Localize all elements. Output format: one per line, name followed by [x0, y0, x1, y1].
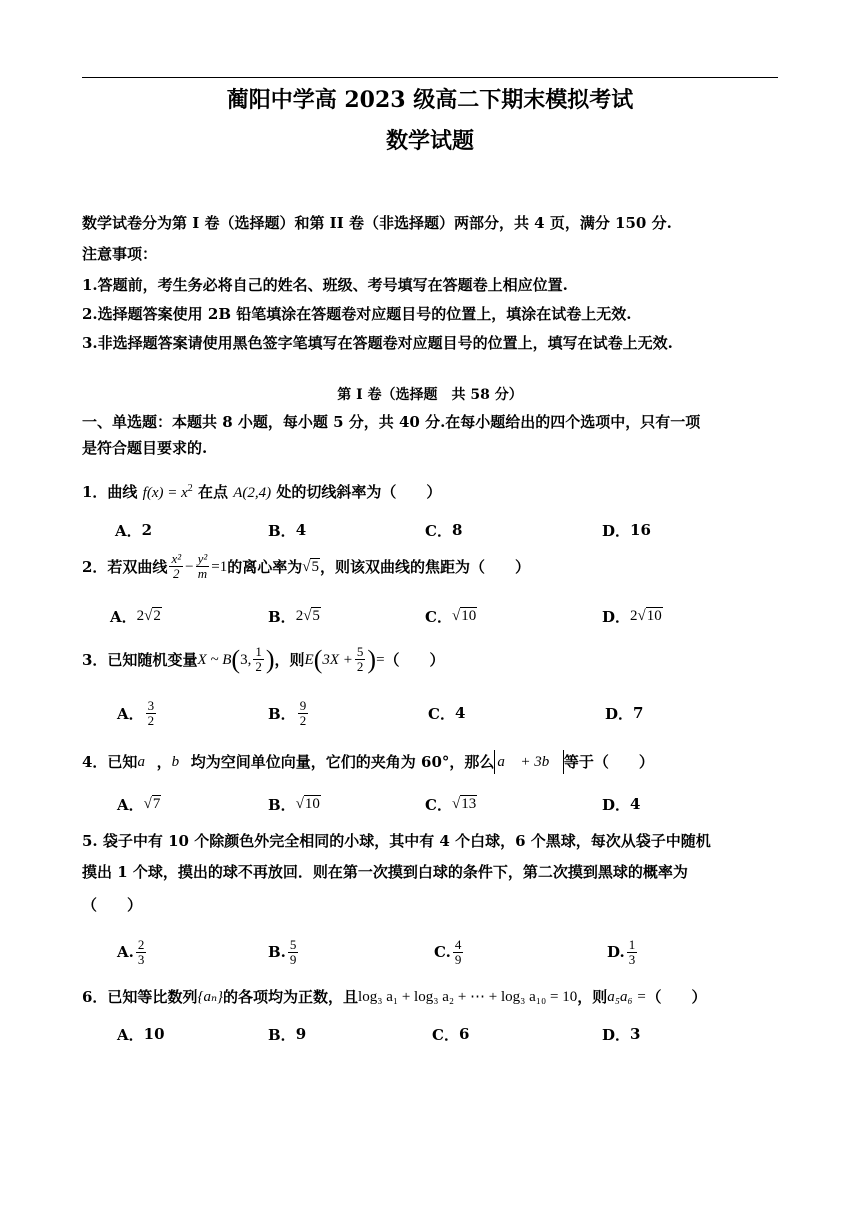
- q2-options: [82, 596, 782, 636]
- q2-option-b: [268, 596, 321, 636]
- option-label: C．: [425, 607, 452, 626]
- radicand: 2: [153, 607, 161, 624]
- option-value: [136, 938, 147, 967]
- question-3: [82, 645, 445, 674]
- denominator: 3: [137, 951, 145, 967]
- question-5-line-3: （ ）: [82, 896, 143, 914]
- exam-title: 蔺阳中学高 2023 级高二下期末模拟考试: [226, 87, 634, 113]
- q6-option-d: [602, 1014, 640, 1054]
- option-label: A．: [117, 704, 144, 723]
- paren-open: (: [313, 644, 323, 674]
- q2-mid: 的离心率为: [227, 557, 303, 576]
- coefficient: 2: [295, 607, 304, 624]
- q1-option-d: [602, 510, 651, 550]
- q4-option-d: [602, 784, 640, 824]
- q3-option-b: [268, 693, 310, 733]
- radicand: 10: [646, 607, 662, 624]
- radicand: 13: [461, 795, 477, 812]
- q1-mid: 在点: [198, 483, 229, 501]
- q2-prefix: 2．若双曲线: [82, 557, 168, 576]
- option-value: 6: [458, 1025, 470, 1043]
- q2-option-c: [425, 596, 477, 636]
- option-label: A.: [117, 943, 134, 961]
- option-value: 2: [141, 521, 153, 539]
- question-5-line-2: 摸出 1 个球，摸出的球不再放回．则在第一次摸到白球的条件下，第二次摸到黑球的概率为: [82, 863, 688, 881]
- option-value: √10: [295, 795, 320, 812]
- option-value: √7: [143, 795, 161, 812]
- numerator: 5: [356, 644, 364, 659]
- q1-suffix: 处的切线斜率为（ ）: [276, 483, 442, 501]
- q4-options: [82, 784, 782, 824]
- q2-suffix: ，则该双曲线的焦距为（ ）: [319, 557, 530, 576]
- q6-sequence: {aₙ}: [197, 989, 224, 1005]
- q2-sqrt: √5: [302, 558, 319, 575]
- denominator: 2: [255, 659, 262, 674]
- question-2: [82, 552, 530, 581]
- q1-option-a: [115, 510, 152, 550]
- option-label: D．: [602, 1025, 631, 1044]
- option-label: B．: [268, 607, 296, 626]
- q3-expression: 3X +: [322, 651, 353, 668]
- radicand: 5: [311, 558, 319, 575]
- option-label: A．: [110, 607, 137, 626]
- paren-close: ): [367, 644, 377, 674]
- radicand: 10: [461, 607, 477, 624]
- denominator: 2: [147, 712, 155, 728]
- option-value: 4: [630, 795, 641, 813]
- q5-option-b: [268, 932, 300, 972]
- q5-option-a: [117, 932, 148, 972]
- option-label: C．: [428, 704, 455, 723]
- option-value: [288, 938, 299, 967]
- denominator: m: [197, 566, 208, 581]
- q2-fraction-x: [169, 552, 183, 581]
- intro-line-2: 注意事项：: [82, 245, 158, 263]
- q2-option-d: [602, 596, 663, 636]
- radicand: 10: [304, 795, 320, 812]
- q2-minus: −: [185, 558, 194, 575]
- radicand: 7: [152, 795, 161, 812]
- exam-subtitle: 数学试题: [385, 128, 474, 154]
- option-value: 2√10: [630, 607, 662, 624]
- q3-expression-fraction: [355, 645, 366, 674]
- q1-function: f(x) = x: [142, 485, 188, 501]
- option-value: [146, 699, 157, 728]
- option-label: D.: [607, 943, 625, 961]
- q2-fraction-y: [196, 552, 210, 581]
- numerator: 5: [289, 936, 297, 952]
- option-value: 9: [295, 1025, 307, 1043]
- q1-point: A(2,4): [233, 485, 272, 501]
- q4-option-c: [425, 784, 477, 824]
- q3-dist-n: 3,: [240, 651, 252, 668]
- q3-option-c: [428, 693, 465, 733]
- option-label: B．: [268, 795, 296, 814]
- option-label: C．: [432, 1025, 459, 1044]
- question-5-line-1: 5. 袋子中有 10 个除颜色外完全相同的小球，其中有 4 个白球，6 个黑球，每次从袋子中随机: [82, 832, 711, 850]
- part-heading-line-2: 是符合题目要求的.: [82, 439, 208, 457]
- q3-distribution: X ~ B: [197, 651, 232, 668]
- option-value: 2√5: [295, 607, 320, 624]
- denominator: 9: [289, 951, 297, 967]
- q4-mid: 均为空间单位向量，它们的夹角为 60°，那么: [190, 753, 495, 771]
- option-value: [627, 938, 638, 967]
- q3-option-d: [605, 693, 643, 733]
- q3-options: [82, 693, 782, 733]
- option-label: A．: [117, 795, 144, 814]
- denominator: 2: [356, 659, 364, 674]
- intro-line-1: 数学试卷分为第 I 卷（选择题）和第 II 卷（非选择题）两部分，共 4 页，满分 150 分.: [82, 214, 672, 232]
- option-label: D．: [605, 704, 634, 723]
- q4-vector-a: a⃗: [137, 754, 157, 770]
- q4-suffix: 等于（ ）: [563, 753, 654, 771]
- intro-line-3: 1.答题前，考生务必将自己的姓名、班级、考号填写在答题卷上相应位置.: [82, 276, 568, 294]
- intro-line-4: 2.选择题答案使用 2B 铅笔填涂在答题卷对应题目号的位置上，填涂在试卷上无效.: [82, 305, 632, 323]
- q6-suffix: （ ）: [646, 988, 707, 1006]
- q5-options: [82, 932, 782, 972]
- q4-option-a: [117, 784, 161, 824]
- option-label: B．: [268, 521, 296, 540]
- option-label: D．: [602, 607, 631, 626]
- option-value: [453, 938, 464, 967]
- q6-log-expression: log₃ a₁ + log₃ a₂ + ⋯ + log₃ a₁₀ = 10: [358, 989, 578, 1005]
- option-label: C.: [434, 943, 451, 961]
- numerator: 9: [299, 697, 307, 713]
- numerator: 1: [628, 936, 636, 952]
- option-label: C．: [425, 795, 452, 814]
- radicand: 5: [312, 607, 320, 624]
- denominator: 3: [628, 951, 636, 967]
- option-value: 7: [633, 704, 644, 722]
- q4-vector-b: b⃗: [171, 754, 191, 770]
- q3-prefix: 3．已知随机变量: [82, 650, 198, 669]
- q3-mid: ，则: [274, 650, 305, 669]
- option-label: A．: [115, 521, 142, 540]
- option-value: 4: [295, 521, 307, 539]
- option-value: √10: [451, 607, 477, 624]
- option-label: B．: [268, 704, 296, 723]
- q4-option-b: [268, 784, 321, 824]
- q1-option-c: [425, 510, 462, 550]
- option-value: 4: [454, 704, 466, 722]
- q3-equals: =: [376, 651, 385, 668]
- q6-mid2: ，则: [577, 988, 608, 1006]
- q6-options: [82, 1014, 782, 1054]
- coefficient: 2: [630, 607, 638, 624]
- option-value: √13: [451, 795, 477, 812]
- q3-suffix: （ ）: [384, 650, 445, 669]
- question-1: [82, 477, 441, 505]
- option-label: B．: [268, 1025, 296, 1044]
- option-value: 10: [143, 1025, 165, 1043]
- q4-comma: ，: [156, 753, 172, 771]
- q3-option-a: [117, 693, 158, 733]
- q6-prefix: 6．已知等比数列: [82, 988, 198, 1006]
- q5-option-c: [434, 932, 465, 972]
- q6-mid: 的各项均为正数，且: [223, 988, 359, 1006]
- option-label: C．: [425, 521, 452, 540]
- numerator: x²: [171, 551, 182, 566]
- option-label: A．: [117, 1025, 144, 1044]
- paren-close: ): [265, 644, 275, 674]
- option-label: D．: [602, 795, 631, 814]
- q6-option-a: [117, 1014, 165, 1054]
- intro-line-5: 3.非选择题答案请使用黑色签字笔填写在答题卷对应题目号的位置上，填写在试卷上无效.: [82, 334, 673, 352]
- q1-option-b: [268, 510, 306, 550]
- option-value: 8: [451, 521, 463, 539]
- q5-option-d: [607, 932, 639, 972]
- numerator: 2: [137, 936, 145, 952]
- paren-open: (: [231, 644, 241, 674]
- option-label: B.: [268, 943, 286, 961]
- q4-magnitude: a⃗ + 3b⃗: [494, 750, 563, 774]
- part-heading-line-1: 一、单选题：本题共 8 小题，每小题 5 分，共 40 分.在每小题给出的四个选项中，只有一项: [82, 413, 701, 431]
- q1-options: [82, 510, 782, 550]
- option-label: D．: [602, 521, 631, 540]
- numerator: y²: [197, 551, 208, 566]
- q6-option-b: [268, 1014, 306, 1054]
- question-6: [82, 985, 707, 1009]
- numerator: 1: [255, 644, 262, 659]
- coefficient: 2: [136, 607, 145, 624]
- numerator: 3: [147, 697, 155, 713]
- q6-product: a₅a₆ =: [607, 989, 647, 1005]
- q1-prefix: 1．曲线: [82, 483, 138, 501]
- option-value: 16: [630, 521, 651, 539]
- q2-equals: =1: [211, 558, 228, 575]
- numerator: 4: [454, 936, 462, 952]
- section-title: 第 I 卷（选择题 共 58 分）: [337, 387, 523, 403]
- q3-dist-p: [253, 645, 264, 674]
- option-value: [298, 699, 309, 728]
- header-rule: [82, 77, 778, 78]
- option-value: 2√2: [136, 607, 161, 624]
- q4-prefix: 4．已知: [82, 753, 138, 771]
- denominator: 9: [454, 951, 462, 967]
- q3-expectation: E: [304, 651, 314, 668]
- q6-option-c: [432, 1014, 469, 1054]
- denominator: 2: [299, 712, 307, 728]
- q1-exponent: 2: [187, 483, 193, 494]
- q2-option-a: [110, 596, 162, 636]
- question-4: [82, 750, 654, 774]
- denominator: 2: [173, 566, 180, 581]
- option-value: 3: [630, 1025, 641, 1043]
